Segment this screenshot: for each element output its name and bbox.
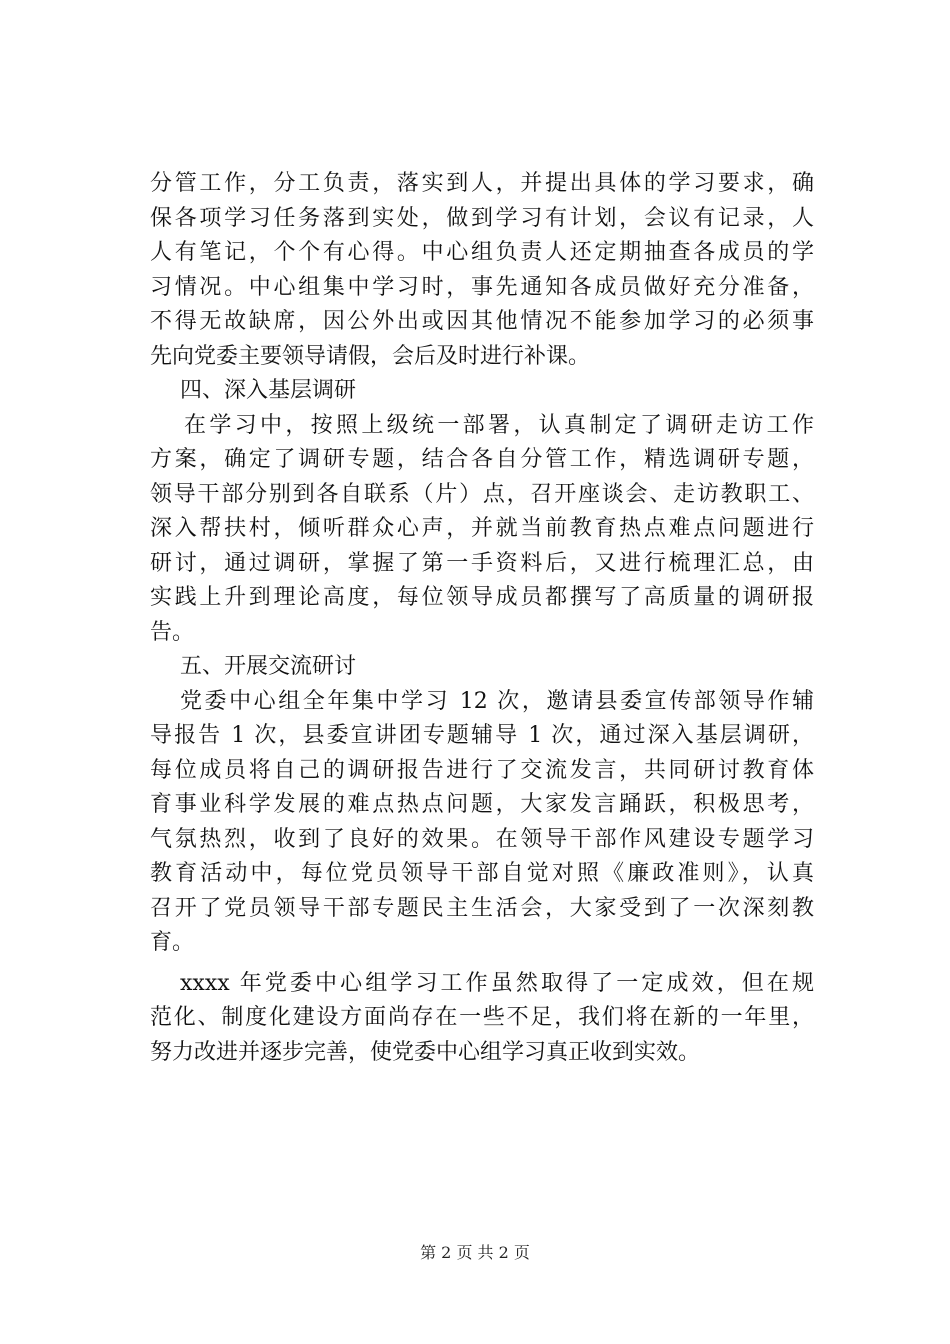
- text-line: 范化、制度化建设方面尚存在一些不足，我们将在新的一年里，: [150, 1005, 814, 1030]
- text-line: 人有笔记，个个有心得。中心组负责人还定期抽查各成员的学: [150, 240, 814, 265]
- text-line: 导报告 1 次，县委宣讲团专题辅导 1 次，通过深入基层调研，: [150, 723, 814, 748]
- text-line: 先向党委主要领导请假，会后及时进行补课。: [150, 343, 591, 369]
- text-line: 教育活动中，每位党员领导干部自觉对照《廉政准则》，认真: [150, 861, 814, 886]
- text-line: 实践上升到理论高度，每位领导成员都撰写了高质量的调研报: [150, 585, 814, 610]
- text-line: 告。: [150, 619, 195, 645]
- text-line: 保各项学习任务落到实处，做到学习有计划，会议有记录，人: [150, 205, 814, 231]
- text-line: 育。: [150, 930, 195, 955]
- text-line: 方案，确定了调研专题，结合各自分管工作，精选调研专题，: [150, 447, 814, 472]
- text-line: 每位成员将自己的调研报告进行了交流发言，共同研讨教育体: [150, 757, 814, 783]
- document-body: [150, 167, 814, 1070]
- text-line: 党委中心组全年集中学习 12 次，邀请县委宣传部领导作辅: [180, 688, 814, 714]
- paragraph-exchange-discussion: [150, 685, 814, 961]
- text-line: 努力改进并逐步完善，使党委中心组学习真正收到实效。: [150, 1039, 701, 1065]
- text-line: 分管工作，分工负责，落实到人，并提出具体的学习要求，确: [150, 171, 814, 196]
- text-line: xxxx 年党委中心组学习工作虽然取得了一定成效，但在规: [180, 970, 814, 996]
- page-number-footer: 第 2 页 共 2 页: [420, 1243, 530, 1262]
- text-line: 领导干部分别到各自联系（片）点，召开座谈会、走访教职工、: [150, 481, 814, 507]
- section-heading-exchange-discussion: 五、开展交流研讨: [180, 654, 357, 679]
- text-line: 召开了党员领导干部专题民主生活会，大家受到了一次深刻教: [150, 895, 814, 921]
- text-line: 在学习中，按照上级统一部署，认真制定了调研走访工作: [184, 412, 814, 438]
- text-line: 研讨，通过调研，掌握了第一手资料后，又进行梳理汇总，由: [150, 550, 814, 576]
- paragraph-grassroots-research: [150, 409, 814, 651]
- text-line: 育事业科学发展的难点热点问题，大家发言踊跃，积极思考，: [150, 792, 814, 817]
- section-heading-grassroots-research: 四、深入基层调研: [180, 378, 357, 403]
- text-line: 深入帮扶村，倾听群众心声，并就当前教育热点难点问题进行: [150, 516, 814, 541]
- text-line: 不得无故缺席，因公外出或因其他情况不能参加学习的必须事: [150, 309, 814, 334]
- text-line: 习情况。中心组集中学习时，事先通知各成员做好充分准备，: [150, 274, 814, 300]
- text-line: 气氛热烈，收到了良好的效果。在领导干部作风建设专题学习: [150, 826, 814, 852]
- paragraph-study-requirements: [150, 167, 814, 374]
- paragraph-summary: [150, 967, 814, 1071]
